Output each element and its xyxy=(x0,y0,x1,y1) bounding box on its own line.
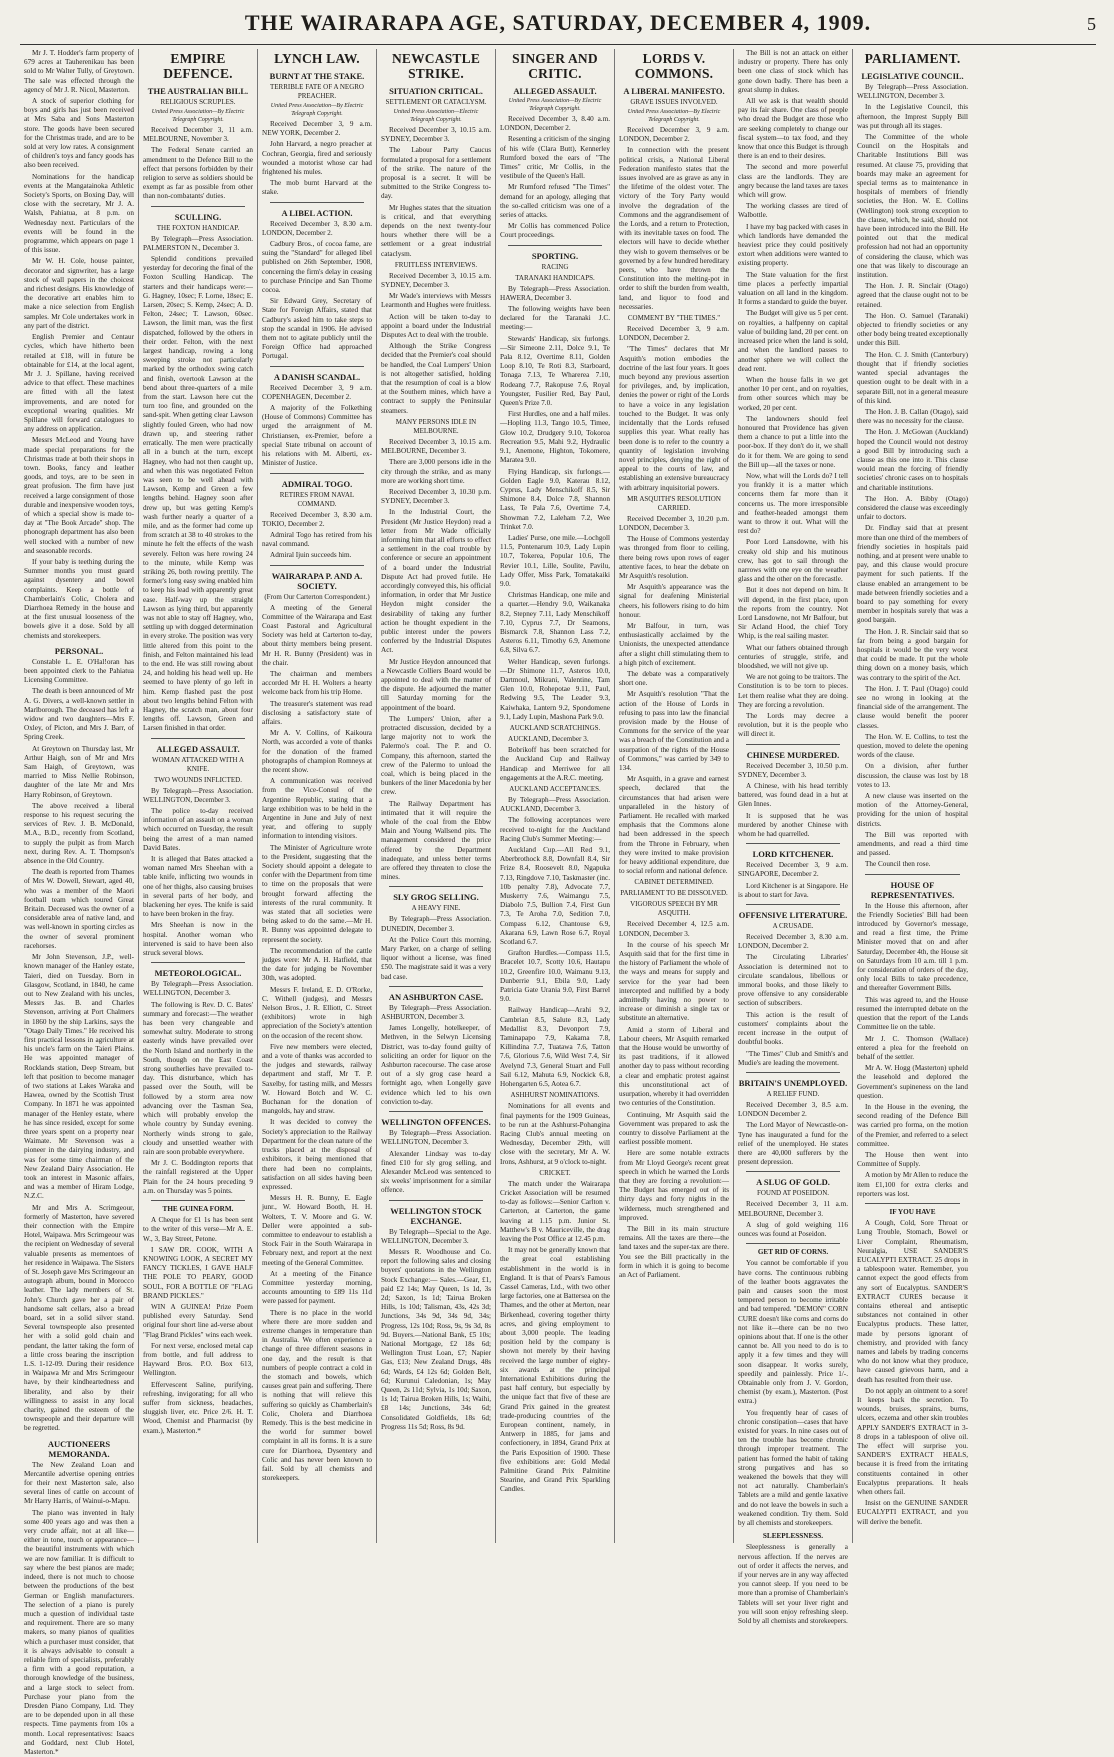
article-paragraph: This action is the result of customers' complaints about the recent increase in the output of doubtful books. xyxy=(738,1010,848,1047)
subheading: TARANAKI HANDICAPS. xyxy=(515,273,595,282)
article-paragraph: Received December 3, 9 a.m. SINGAPORE, December 2. xyxy=(738,861,848,879)
byline: United Press Association—By Electric Telegraph Copyright. xyxy=(508,98,602,112)
article-paragraph: At the Police Court this morning, Mary Parker, on a charge of selling liquor without a license, was fined £50. The magistrate said it was a very bad case. xyxy=(381,935,491,981)
article-paragraph: The Hon. J. R. Sinclair (Otago) agreed that the clause ought not to be retained. xyxy=(857,282,968,309)
article-paragraph: Stewards' Handicap, six furlongs.—Sir Simeone 2.11, Dolce 9.1, Te Pala 8.12, Overtime 8.11, Golden Loop 8.10, Te Roti 8.3, Starboard, Tonaga 7.13, Te Wharerea 7.10, Rodeang 7.7, Rakopuse 7.6, Royal Youngster, Fusilier Red, Bay Paul, Queen's Prize 7.0. xyxy=(500,334,610,408)
section-heading: AN ASHBURTON CASE. xyxy=(388,991,484,1002)
subheading: (From Our Carterton Correspondent.) xyxy=(264,592,370,601)
article-paragraph: A meeting of the General Committee of the Wairarapa and East Coast Pastoral and Agricultural Society was held at Carterton to-day, about thirty members being present. Mr H. R. Bunny (President) was in the chair. xyxy=(262,603,372,667)
section-heading: WELLINGTON STOCK EXCHANGE. xyxy=(390,1205,482,1226)
column-3 xyxy=(258,49,377,1543)
byline: United Press Association—Electric Telegraph Copyright. xyxy=(393,109,479,123)
column-rule xyxy=(389,886,483,887)
article-columns xyxy=(20,49,1096,1756)
subheading: RETIRES FROM NAVAL COMMAND. xyxy=(279,490,355,508)
section-heading: BURNT AT THE STAKE. xyxy=(269,71,365,81)
article-paragraph: I have my bag packed with cases in which landlords have demanded the heaviest price they could positively extort when additions were wanted to existing property. xyxy=(738,222,848,268)
article-paragraph: Amid a storm of Liberal and Labour cheers, Mr Asquith remarked that the House would be unworthy of its past traditions, if it allowed another day to pass without recording a clear and emphatic protest against this unconstitutional act of usurpation, whereby it had overridden two centuries of the Constitution. xyxy=(619,1025,729,1108)
article-paragraph: Received December 3, 10.15 a.m. SYDNEY, December 3. xyxy=(381,126,491,144)
masthead-title: THE WAIRARAPA AGE, SATURDAY, DECEMBER 4, 1909. xyxy=(244,10,872,35)
column-rule xyxy=(746,904,840,905)
advert-heading: GET RID OF CORNS. xyxy=(757,1248,829,1257)
article-paragraph: A Cheque for £1 1s has been sent to the writer of this verse—Mr A. E. W., 3, Bay Street, Petone. xyxy=(143,1216,253,1243)
advert-heading: THE GUINEA FORM. xyxy=(162,1204,234,1213)
article-paragraph: The House of Commons yesterday was thronged from floor to ceiling, there being rows upon rows of eager attentive faces, to hear the debate on Mr Asquith's resolution. xyxy=(619,535,729,580)
article-paragraph: Nominations for the handicap events at the Mangatainoka Athletic Society's Sports, on Boxing Day, will close with the secretary, Mr J. A. Walsh, Pahiatua, at 8 p.m. on Wednesday next. Particulars of the events will be found in the programme, which appears on page 1 of this issue. xyxy=(24,172,134,255)
article-paragraph: Mr Wade's interviews with Messrs Learmonth and Hughes were fruitless. xyxy=(381,292,491,310)
article-paragraph: Received December 3, 10.30 p.m. SYDNEY, December 3. xyxy=(381,487,491,506)
article-paragraph: The piano was invented in Italy some 400 years ago and was then a very crude affair, not at all like—either in tone, touch or appearance—the beautiful instruments with which we are now familiar. It is difficult to say where the best pianos are made; indeed, there is not much to choose between the productions of the best German or English manufacturers. The selection of a piano is purely much a question of individual taste and requirement. There are so many makers, so many pianos of qualities which a purchaser must consider, that it is always advisable to consult a reliable firm of specialists, preferably a firm with a good reputation, a thorough knowledge of the business, and a large stock to select from. Purchase your piano from the Dresden Piano Company, Ltd. They are to be depended upon in all these respects. Time payments from 10s a month. Local representatives: Isaacs and Goddard, next Club Hotel, Masterton.* xyxy=(24,1508,134,1756)
article-paragraph: It was decided to convey the Society's appreciation to the Railway Department for the clean nature of the trucks placed at the disposal of exhibitors, it being mentioned that there had been no complaints, satisfaction on all sides having been expressed. xyxy=(262,1118,372,1191)
article-paragraph: It may not be generally known that the great coal establishing establishment in the world is in England. It is that of Pears's Famous Cassel Cameras, Ltd., with two other large factories, one at Battersea on the Thames, and the other at Merton, near Birkenhead, covering together thirty acres, and giving employment to about 3,000 people. The leading position held by the company is shown not merely by their having received the large number of eighty-six awards at the principal International Exhibitions during the past half century, but especially by the unique fact that five of these are Grand Prix gained in the greatest trade-producing countries of the European continent, namely, in Antwerp in 1885, for jams and confectionery, in 1894, Grand Prix at the Paris Exposition of 1900. These five exhibitions are: Gold Medal Palmitine Grand Prix Palmitine Stearine, and Grand Prix Sparkling Candles. xyxy=(500,1246,610,1494)
article-paragraph: But it does not depend on him. It will depend, in the first place, upon the reports from the country. Not Lord Lansdowne, not Mr Balfour, but Sir Acland Hood, the chief Tory Whip, is the real sailing master. xyxy=(738,586,848,641)
article-paragraph: The Lords may decree a revolution, but it is the people who will direct it. xyxy=(738,712,848,739)
article-paragraph: Sir Edward Grey, Secretary of State for Foreign Affairs, stated that Cadbury's asked him to take steps to stop the scandal in 1906. He advised them not to agitate publicly until the Foreign Office had approached Portugal. xyxy=(262,297,372,361)
headline: LORDS V. COMMONS. xyxy=(634,51,714,81)
article-paragraph: AUCKLAND, December 3. xyxy=(508,734,589,743)
article-paragraph: Mr Balfour, in turn, was enthusiastically acclaimed by the Unionists, the unexpected attendance after a slight chill stimulating them to a high pitch of excitement. xyxy=(619,621,729,667)
article-paragraph: A Chinese, with his head terribly battered, was found dead in a hut at Glen Innes. xyxy=(738,782,848,809)
section-heading: SLY GROG SELLING. xyxy=(393,892,479,903)
article-paragraph: The Railway Department has intimated that it will require the whole of the coal from the Ebbw Main and Young Wallsend pits. The management considered the price offered by the Department inadequate, and unless better terms are offered they threaten to close the mines. xyxy=(381,799,491,882)
column-rule xyxy=(270,565,364,566)
article-paragraph: John Harvard, a negro preacher at Cochran, Georgia, fired and seriously wounded a motorist whose car had frightened his mules. xyxy=(262,140,372,177)
article-paragraph: The debate was a comparatively short one. xyxy=(619,669,729,688)
subheading: MR ASQUITH'S RESOLUTION CARRIED. xyxy=(627,494,721,512)
article-paragraph: A slug of gold weighing 116 ounces was found at Poseidon. xyxy=(738,1220,848,1238)
article-paragraph: Cadbury Bros., of cocoa fame, are suing the "Standard" for alleged libel published on 26th September, 1908, concerning the firm's delay in ceasing to purchase Principe and San Thome cocoa. xyxy=(262,240,372,295)
section-heading: AUCTIONEERS MEMORANDA. xyxy=(47,1438,111,1459)
article-paragraph: The landowners should feel honoured that Providence has given them a chance to put a little into the poor-box. If they don't do it, we shall do it for them. We are going to send the Bill up—all the taxes or none. xyxy=(738,414,848,469)
article-paragraph: Messrs McLeod and Young have made special preparations for the Christmas trade at both their shops in town. Books, fancy and leather goods, and toys, are to be seen in great profusion. The firm have just received a large consignment of those durable and inexpensive wooden toys, of which a special show is made to-day at "The Book Arcade" shop. The phonograph department has also been well stocked with a number of new and seasonable records. xyxy=(24,436,134,555)
article-paragraph: Mr Asquith's appearance was the signal for deafening Ministerial cheers, his followers rising to do him honour. xyxy=(619,583,729,619)
article-paragraph: There are 3,000 persons idle in the city through the strike, and as many more are working short time. xyxy=(381,458,491,485)
byline: United Press Association—By Electric Telegraph Copyright. xyxy=(270,103,364,117)
article-paragraph: Received December 3, 10.15 a.m. SYDNEY, December 3. xyxy=(381,271,491,290)
column-rule xyxy=(389,986,483,987)
article-paragraph: At Greytown on Thursday last, Mr Arthur Haigh, son of Mr and Mrs Sam Haigh, of Greytown, was married to Miss Nellie Robinson, daughter of the late Mr and Mrs Harry Robinson, of Greytown. xyxy=(24,744,134,799)
article-paragraph: Mr J. T. Hodder's farm property of 679 acres at Tauherenikau has been sold to Mr Walter Tully, of Greytown. The sale was effected through the agency of Mr J. R. Nicol, Masterton. xyxy=(24,49,134,94)
article-paragraph: The second and more powerful class are the landlords. They are angry because the land taxes are taxes which will grow. xyxy=(738,163,848,200)
column-6 xyxy=(615,49,734,1543)
column-rule xyxy=(746,1171,840,1172)
article-paragraph: In the course of his speech Mr Asquith said that for the first time in the history of Parliament the whole of the ways and means for supply and service for the year had been intercepted and nullified by a body admittedly having no power to increase or diminish a single tax or substitute an alternative. xyxy=(619,940,729,1023)
article-paragraph: A motion by Mr Allen to reduce the item £1,100 for extra clerks and reporters was lost. xyxy=(857,1171,968,1198)
article-paragraph: Mr Justice Heydon announced that a Newcastle Colliers Board would be appointed to deal with the matter of the dispute. He adjourned the matter till Saturday morning for the appointment of the board. xyxy=(381,657,491,712)
column-1 xyxy=(20,49,139,1756)
article-paragraph: Flying Handicap, six furlongs.—Golden Eagle 9.0, Katerau 8.12, Cyprus, Lady Menschikoff 8.5, Sir Shimone 8.4, Dolce 7.8, Shannon Lass, Te Pala 7.6, Overtime 7.4, Showman 7.2, Laleham 7.2, Wee Trinket 7.0. xyxy=(500,467,610,531)
subheading: CRICKET. xyxy=(539,1168,571,1177)
article-paragraph: Mr Asquith's resolution "That the action of the House of Lords in refusing to pass into law the financial provision made by the House of Commons for the service of the year was a breach of the Constitution and a usurpation of the rights of the House of Commons," was carried by 349 to 134. xyxy=(619,690,729,772)
subheading: ASHHURST NOMINATIONS. xyxy=(510,1091,600,1100)
article-paragraph: Mr Hughes states that the situation is critical, and that everything depends on the next twenty-four hours whether there will be a settlement or a great industrial cataclysm. xyxy=(381,203,491,258)
article-paragraph: In the House this afternoon, after the Friendly Societies' Bill had been introduced by Governor's message, and read a first time, the Prime Minister moved that on and after Saturday, December 4th, the House sit on Saturdays from 10 a.m. till 1 p.m. for consideration of orders of the day, only local Bills to take precedence, and thereafter Government Bills. xyxy=(857,901,968,993)
section-heading: ALLEGED ASSAULT. xyxy=(156,743,240,754)
article-paragraph: If your baby is teething during the Summer months you must guard against dysentery and bowel complaints. Keep a bottle of Chamberlain's Colic, Cholera and Diarrhoea Remedy in the house and at the first unusual looseness of the bowels give it a dose. Sold by all chemists and storekeepers. xyxy=(24,557,134,640)
article-paragraph: By Telegraph—Press Association. AUCKLAND, December 3. xyxy=(500,796,610,814)
article-paragraph: Received December 3, 9 a.m. COPENHAGEN, December 2. xyxy=(262,383,372,401)
article-paragraph: Mr J. C. Thomson (Wallace) entered a plea for the freehold on behalf of the settler. xyxy=(857,1034,968,1061)
article-paragraph: Messrs H. R. Bunny, E. Eagle junr., W. Howard Booth, H. H. Wolters, T. V. Moore and G. W. Deller were appointed a sub-committee to endeavour to establish a Stock Fair in the South Wairarapa in February next, and report at the next meeting of the General Committee. xyxy=(262,1194,372,1267)
article-paragraph: All we ask is that wealth should pay its fair share. One class of people who dread the Budget are those who are seeking completely to change our fiscal system—to tax food, and they know that once this Budget is through there is an end to their desires. xyxy=(738,97,848,161)
article-paragraph: The Bill in its main structure remains. All the taxes are there—the land taxes and the super-tax are there. You see the Bill practically in the form in which it is going to become an Act of Parliament. xyxy=(619,1224,729,1279)
article-paragraph: The Committee of the whole Council on the Hospitals and Charitable Institutions Bill was resumed. At clause 75, providing that boards may make an agreement for special terms as to maintenance in hospitals of members of friendly societies, the Hon. W. E. Collins (Wellington) took strong exception to the clause, which, he said, should not have been introduced into the Bill. He pointed out that the medical profession had not had an opportunity of considering the clause, which was one that was likely to discourage an institution. xyxy=(857,133,968,280)
article-paragraph: Railway Handicap—Arahi 9.2, Cambrian 8.5, Salute 8.3, Lady Medallist 8.3, Devonport 7.9, Taminapapo 7.9, Kakama 7.8, Killindina 7.7, Tuatawa 7.6, Tatton 7.6, Glorious 7.6, Wild West 7.4, Sir Avelynd 7.3, General Stuart and Full Sail 6.12, Mahuta 6.9, Nockick 6.8, Hohengarten 6.5, Aotea 6.7. xyxy=(500,1006,610,1089)
article-paragraph: The mob burnt Harvard at the stake. xyxy=(262,179,372,197)
article-paragraph: Here are some notable extracts from Mr Lloyd George's recent great speech in which he warned the Lords that they are forcing a revolution:— The Budget has emerged out of its thirty days and forty nights in the wilderness, much strengthened and improved. xyxy=(619,1149,729,1222)
subheading: A RELIEF FUND. xyxy=(766,1089,820,1098)
subheading: RELIGIOUS SCRUPLES. xyxy=(160,98,236,106)
column-rule xyxy=(865,1203,960,1204)
subheading: A HEAVY FINE. xyxy=(411,904,461,913)
article-paragraph: Admiral Togo has retired from his naval command. xyxy=(262,530,372,549)
article-paragraph: By Telegraph—Press Association. ASHBURTON, December 3. xyxy=(381,1003,491,1022)
article-paragraph: English Premier and Centaur cycles, which have hitherto been retailed at £18, will in future be obtainable for £14, at the local agent, Mr J. J. Spillane, having received advice to that effect. These machines are fitted with all the latest improvements, and are noted for exceptional wearing qualities. Mr Spillane will forward catalogues to any address on application. xyxy=(24,333,134,434)
article-paragraph: In the Industrial Court, the President (Mr Justice Heydon) read a letter from Mr Wade officially informing him that all efforts to effect a settlement in the coal trouble by conference or secure an appointment of a board under the Industrial Dispute Act had proved futile. He accordingly conveyed this, his official information, in order that Mr Justice Heydon might consider the desirability of taking any further action he thought expedient in the public interest under the powers conferred by the Industrial Disputes Act. xyxy=(381,508,491,655)
section-heading: HOUSE OF REPRESENTATIVES. xyxy=(870,879,955,900)
page-number: 5 xyxy=(1087,14,1096,34)
subheading: AUCKLAND ACCEPTANCES. xyxy=(509,785,601,793)
column-8 xyxy=(853,49,972,1543)
headline: EMPIRE DEFENCE. xyxy=(163,51,233,81)
section-heading: CHINESE MURDERED. xyxy=(746,749,840,760)
section-heading: PERSONAL. xyxy=(54,645,104,656)
article-paragraph: Received December 3, 8.5 a.m. LONDON December 2. xyxy=(738,1100,848,1119)
subheading: AUCKLAND SCRATCHINGS. xyxy=(509,723,601,732)
article-paragraph: Bobrikoff has been scratched for the Auckland Cup and Railway Handicap and Merriwee for all engagements at the A.R.C. meeting. xyxy=(500,746,610,782)
article-paragraph: The treasurer's statement was read disclosing a satisfactory state of affairs. xyxy=(262,699,372,726)
article-paragraph: At a meeting of the Finance Committee yesterday morning, accounts amounting to £89 11s 11d were passed for payment. xyxy=(262,1269,372,1306)
article-paragraph: In the House in the evening, the second reading of the Defence Bill was carried pro forma, on the motion of the Premier, and referred to a select committee. xyxy=(857,1102,968,1148)
section-heading: A LIBEL ACTION. xyxy=(281,207,353,218)
article-paragraph: By Telegraph—Press Association. WELLINGTON, December 3. xyxy=(143,980,253,998)
article-paragraph: By Telegraph—Press Association. WELLINGTON, December 3. xyxy=(143,786,253,804)
article-paragraph: The Minister of Agriculture wrote to the President, suggesting that the Society should appoint a delegate to confer with the Department from time to time on the proposals that were brought forward affecting the interests of the rural community. It was stated that all societies were being asked to do the same.—Mr H. R. Bunny was appointed delegate to represent the society. xyxy=(262,843,372,944)
column-rule xyxy=(746,1072,840,1073)
article-paragraph: Received December 3, 8.40 a.m. LONDON, December 2. xyxy=(500,115,610,133)
headline: PARLIAMENT. xyxy=(864,51,961,66)
section-heading: ALLEGED ASSAULT. xyxy=(513,86,597,96)
section-heading: SPORTING. xyxy=(531,250,579,261)
section-heading: SCULLING. xyxy=(174,211,222,222)
article-paragraph: Effervescent Saline, purifying, refreshing, invigorating; for all who suffer from sickness, headaches, sluggish liver, etc. Price 2/6. H. T. Wood, Chemist and Pharmacist (by exam.), Masterton.* xyxy=(143,1380,253,1435)
article-paragraph: You cannot be comfortable if you have corns. The continuous rubbing of the leather boots aggravates the pain and causes soon the most tempered person to become irritable and bad tempered. "DEMON" CORN CURE doesn't like corns and corns do not like it—there can be no two opinions about that. If one is the other cannot be. All you need to do is to apply it a few times and they will soon disappear. It works surely, speedily and painlessly. Price 1/-. Obtainable only from J. V. Gordon, chemist (by exam.), Masterton. (Post extra.) xyxy=(738,1259,848,1406)
subheading: GRAVE ISSUES INVOLVED. xyxy=(630,98,718,106)
article-paragraph: The Circulating Libraries' Association is determined not to circulate scandalous, libellous or immoral books, and those likely to prove offensive to any considerable section of subscribers. xyxy=(738,953,848,1008)
section-heading: LORD KITCHENER. xyxy=(752,849,834,860)
article-paragraph: Received December 3, 9 a.m. LONDON, December 2. xyxy=(619,325,729,343)
article-paragraph: Lord Kitchener is at Singapore. He is about to start for Java. xyxy=(738,881,848,899)
article-paragraph: Five new members were elected, and a vote of thanks was accorded to the judges and stewards, railway department and staff, Mr T. P. Saxelby, for tasting milk, and Messrs W. Howard Botch and W. C. Buchanan for the donation of mangolds, hay and straw. xyxy=(262,1042,372,1116)
article-paragraph: The Bill is not an attack on either industry or property. There has only been one class of stock which has gone down badly. There has been a great slump in dukes. xyxy=(738,49,848,94)
subheading: FOUND AT POSEIDON. xyxy=(756,1189,830,1198)
article-paragraph: Now, what will the Lords do? I tell you frankly it is a matter which concerns them far more than it concerns us. The more irresponsible and feather-headed amongst them want to throw it out. What will the rest do? xyxy=(738,471,848,536)
article-paragraph: The Hon. C. J. Smith (Canterbury) thought that if friendly societies wanted special advantages the question ought to be dealt with in a separate Bill, not in a general measure of this kind. xyxy=(857,350,968,405)
article-paragraph: Mr Collis has commenced Police Court proceedings. xyxy=(500,222,610,240)
article-paragraph: The Lumpers' Union, after a protracted discussion, decided by a large majority not to work the Palermo's coal. The P. and O. Company, this afternoon, started the crew of the Palermo to unload the coal, which is being placed in the bunkers of the liner Macedonia by her crew. xyxy=(381,714,491,797)
article-paragraph: Constable L. E. O'Hal!oran has been appointed clerk to the Pahiatua Licensing Committee. xyxy=(24,657,134,685)
article-paragraph: In connection with the present political crisis, a National Liberal Federation manifesto states that the issues involved are as grave as any in the lifetime of the oldest voter. The victory of the Tory Party would involve the degradation of the Commons and the aggrandisement of the Lords, and a return to Protection, with its inevitable taxes on food. The electors will have to decide whether they wish to govern themselves or be governed by a few hundred hereditary peers, who have thrown the Constitution into the melting-pot in order to shift the burden from wealth, land, and liquor to food and necessaries. xyxy=(619,146,729,311)
article-paragraph: The Hon. W. E. Collins, to test the question, moved to delete the opening words of the clause. xyxy=(857,732,968,760)
column-rule xyxy=(270,202,364,203)
article-paragraph: Received December 3, 10.50 p.m. SYDNEY, December 3. xyxy=(738,761,848,779)
article-paragraph: The above received a liberal response to his request securing the services of Rev. J. B. McDonald, M.A., B.D., recently from Scotland, to supply the pulpit as from March next, during Rev. A. T. Thompson's absence in the Old Country. xyxy=(24,801,134,866)
article-paragraph: Auckland Cup.—All Red 9.1, Aberbrothock 8.8, Downfall 8.4, Sir Frize 8.4, Roosevelt 8.0, Ngapuka 7.13, Ringdove 7.10, Taskmaster (inc. 10b penalty 7.8), Advocate 7.7, Muskerry 7.6, Waimangu 7.5, Diabolo 7.5, Bullion 7.4, First Gun 7.3, Te Aroha 7.0, Sedition 7.0, Compass 6.12, Chantouse 6.9, Akarana 6.9, Lawn Rose 6.7, Royal Scotland 6.7. xyxy=(500,846,610,947)
column-rule xyxy=(270,473,364,474)
article-paragraph: There is no place in the world where there are more sudden and extreme changes in temperature than in Australia. We often experience a change of three different seasons in one day, and the result is that numbers of people contract a cold in the stomach and bowels, which causes great pain and suffering. There is nothing that will relieve this suffering so quickly as Chamberlain's Colic, Cholera and Diarrhoea Remedy. This is the best medicine in the world for summer bowel complaint in all its forms. It is a sure cure for Diarrhoea, Dysentery and Colic and has never been known to fail. Sold by all chemists and storekeepers. xyxy=(262,1308,372,1483)
article-paragraph: The Labour Party Caucus formulated a proposal for a settlement of the strike. The nature of the proposal is a secret. It will be submitted to the Strike Congress to-day. xyxy=(381,146,491,201)
section-heading: METEOROLOGICAL. xyxy=(154,968,242,979)
article-paragraph: The House then went into Committee of Supply. xyxy=(857,1150,968,1169)
article-paragraph: By Telegraph—Press Association. WELLINGTON, December 3. xyxy=(381,1129,491,1147)
subheading: WOMAN ATTACKED WITH A KNIFE. xyxy=(151,755,245,773)
article-paragraph: Mr John Stevenson, J.P., well-known manager of the Hanley estate, Taieri, died on Tuesday. Born in Glasgow, Scotland, in 1840, he came out to New Zealand with his uncles, Messrs Jas. B. and Charles Stevenson, arriving at Port Chalmers in 1860 by the ship Larkins, says the "Otago Daily Times." He received his first practical lessons in agriculture at his uncle's farm on the Taieri Plains. He was appointed manager of Rocklands station, Deep Stream, but left that position to become manager of two stations at Lakes Waraka and Hawea, owned by the Scottish Trust Company. In 1871 he was appointed manager of the Henley estate, where he has since resided, except for some three years spent on a property near Waimate. Mr Stevenson was a pioneer in the dairying industry, and was for some time chairman of the New Zealand Dairy Association. He took an interest in Masonic affairs, and was a member of Hiram Lodge, N.Z.C. xyxy=(24,953,134,1201)
headline: LYNCH LAW. xyxy=(274,51,360,66)
article-paragraph: The New Zealand Loan and Mercantile advertise opening entries for their next Masterton sale, also several lines of cattle on account of Mr Harry Harris, of Wainui-o-Mapu. xyxy=(24,1460,134,1506)
section-heading: A LIBERAL MANIFESTO. xyxy=(623,86,725,96)
article-paragraph: The recommendation of the cattle judges were: Mr A. H. Hatfield, that the date for judging be November 30th, was adopted. xyxy=(262,946,372,983)
article-paragraph: Mr J. C. Boddington reports that the rainfall registered at the Upper Plain for the 24 hours preceding 9 a.m. on Thursday was 5 points. xyxy=(143,1159,253,1195)
article-paragraph: Christmas Handicap, one mile and a quarter.—Hendry 9.0, Waikanaka 8.2, Stepney 7.11, Lady Menschikoff 7.10, Cyprus 7.7, Dr Seamons, Bismarck 7.8, Shannon Lass 7.2, Asteros 6.11, Timothy 6.9, Anemone 6.8, Silva 6.7. xyxy=(500,591,610,655)
article-paragraph: The following weights have been declared for the Taranaki J.C. meeting:— xyxy=(500,305,610,332)
column-rule xyxy=(746,843,840,844)
article-paragraph: The working classes are tired of Walbottle. xyxy=(738,202,848,220)
article-paragraph: The Hon. J. T. Paul (Otago) could see no wrong in looking at the financial side of the arrangement. The clause would benefit the poorer classes. xyxy=(857,684,968,730)
article-paragraph: This was agreed to, and the House resumed the interrupted debate on the question that the report of the Lands Committee lie on the table. xyxy=(857,995,968,1032)
article-paragraph: The Federal Senate carried an amendment to the Defence Bill to the effect that persons forbidden by their religion to serve as soldiers should be exempt as far as possible from other than non-combatants' duties. xyxy=(143,146,253,201)
article-paragraph: "The Times" Club and Smith's and Mudie's are leading the movement. xyxy=(738,1049,848,1067)
article-paragraph: Welter Handicap, seven furlongs.—Dr Shimone 11.7, Asteros 10.0, Dartmoul, Mikrani, Valentine, Tam Glen 10.0, Rohepotae 9.11, Paul, Redwing 9.5, The Leader 9.3, Kaiwhaka, Lantern 9.2, Spondomene 9.1, Lady Lupin, Mashona Park 9.0. xyxy=(500,657,610,721)
article-paragraph: Splendid conditions prevailed yesterday for decoring the final of the Foxton Sculling Handicap. The starters and their handicaps were:— G. Hagney, 10sec; F. Lorne, 18sec; E. Larsen, 20sec; S. Kemp, 24sec; A. D. Felton, 24sec; T. Lawson, 60sec. Lawson, the limit man, was the first dispatched, followed by the others in their order. Felton, with the next largest handicap, rowing a long sweeping stroke not particularly marked by the orthodox swing catch and finish, overtook Lawson at the bend about three-quarters of a mile from the start. Lawson here cut the turn too fine, and grounded on the sand-spit. When getting clear Lawson slightly fouled Green, who had now drawn up, and steering rather erratically. The men were practically all in a bunch at the turn, except Hagney, who had not then caught up, and when this was negotiated Felton was seen to be well ahead with Lawson, Kemp and Green a few lengths behind. Hagney soon after drew up, but was getting Kemp's wash further nearly a quarter of a mile, and as the former had come up from scratch at 38 to 40 strokes to the minute he felt the effects of the wash severely. Felton was here rowing 24 to the minute, while Kemp was striking 26, both rowing prettily. The former's long easy swing enabled him to keep his lead with apparently great ease. Half-way up the straight Lawson as lying third, but apparently was not able to stay off Hagney, who, settling up with dogged determination in every stroke. The position was very little altered from this point to the finish, and Felton maintained his lead to the end. He was still rowing about 24, and holding his head well up. He seemed to have plenty of go left in him. Kemp flashed past the post about two lengths behind Felton with Hagney, the scratch man, about four lengths off. Lawson, Green and Larsen finished in that order. xyxy=(143,255,253,733)
article-paragraph: By Telegraph—Special to the Age. WELLINGTON, December 3. xyxy=(381,1227,491,1245)
article-paragraph: Received December 3, 11 a.m. MELBOURNE, December 3. xyxy=(738,1200,848,1218)
article-paragraph: Action will be taken to-day to appoint a board under the Industrial Disputes Act to deal with the trouble. xyxy=(381,312,491,340)
article-paragraph: Dr. Findlay said that at present more than one third of the members of friendly societies in hospitals paid nothing, and at present were unable to pay, and this clause would procure payment for such patients. If the clause enabled an arrangement to be made between friendly societies and a board to pay something for every member in hospitals surely that was a good bargain. xyxy=(857,524,968,625)
subheading: A CRUSADE. xyxy=(772,922,814,931)
article-paragraph: Received December 3, 8.30 a.m. LONDON, December 2. xyxy=(262,219,372,237)
advert-heading: SLEEPLESSNESS. xyxy=(762,1532,824,1541)
article-paragraph: A Cough, Cold, Sore Throat or Lung Trouble, Stomach, Bowel or Liver Complaint, Rheumatism, Neuralgia, USE SANDER'S EUCALYPTI EXTRACT. 25 drops in a tablespoon water. Remember, you cannot expect the good effects from any sort of Eucalyptus. SANDER'S EXTRACT CURES because it contains ethereal and antiseptic substances not contained in other Eucalyptus products. These latter, made by persons ignorant of chemistry, and provided with fancy names and labels by trading concerns who do not know what they produce, have caused grievous harm, and a death has resulted from their use. xyxy=(857,1219,968,1384)
article-paragraph: Sleeplessness is generally a nervous affection. If the nerves are out of order it affects the nerves, and if your nerves are in any way affected you cannot sleep. If you need to be more than a promise of Chamberlain's Tablets will set your liver right and you will soon enjoy refreshing sleep. Sold by all chemists and storekeepers. xyxy=(738,1543,848,1626)
section-heading: ADMIRAL TOGO. xyxy=(281,478,353,489)
article-paragraph: What our fathers obtained through centuries of struggle, strife, and bloodshed, we will not give up. xyxy=(738,643,848,670)
section-heading: WELLINGTON OFFENCES. xyxy=(381,1117,491,1128)
section-heading: WAIRARAPA P. AND A. SOCIETY. xyxy=(271,570,363,591)
article-paragraph: The following is Rev. D. C. Bates' summary and forecast:—The weather has been very changeable and somewhat sultry. Moderate to strong easterly winds have prevailed over the North Island and northerly in the South, though on the East Coast strong southerlies have prevailed to-day. This disturbance, which has passed over the South, will be followed by a storm area now advancing over the Tasman Sea, which will probably envelop the whole country by Sunday evening. Northerly winds strong to gale, cloudy and unsettled weather with rain are soon probable everywhere. xyxy=(143,1000,253,1156)
article-paragraph: Messrs F. Ireland, E. D. O'Rorke, C. Withell (judges), and Messrs Nelson Bros., J. R. Elliott, C. Street (exhibitors) wrote in high appreciation of the Society's attention on the occasion of the recent show. xyxy=(262,985,372,1040)
column-4 xyxy=(377,49,496,1543)
article-paragraph: Mr A. W. Hogg (Masterton) upheld the leasehold and deplored the Government's supineness on the land question. xyxy=(857,1064,968,1100)
article-paragraph: "The Times" declares that Mr Asquith's motion embodies the doctrine of the last four years. It goes much beyond any previous assertion for privileges, and, by implication, denies the power or right of the Lords to have a voice in any legislation touched to the Budget. It was only incidentally that the Lords refused supplies this year. What really has been done is to refer to the country a quantity of legislation involving novel principles, denying the right of appeal to the courts of law, and establishing an extensive bureaucracy with arbitrary inquisitorial powers. xyxy=(619,345,729,492)
article-paragraph: Nominations for all events and final payments for the 1909 Guineas, to be run at the Ashhurst-Pohangina Racing Club's annual meeting on Wednesday, December 29th, will close with the secretary, Mr A. W. Irons, Ashhurst, at 9 o'clock to-night. xyxy=(500,1102,610,1166)
article-paragraph: Poor Lord Lansdowne, with his creaky old ship and his mutinous crew, has got to sail through the narrows with one eye on the weather glass and the other on the forecastle. xyxy=(738,538,848,584)
article-paragraph: I SAW DR. COOK, WITH A KNOWING LOOK, A SECRET MY FANCY TICKLES, I GAVE HALF THE POLE TO PEARY, GOOD SOUL, FOR A BOTTLE OF "FLAG BRAND PICKLES." xyxy=(143,1245,253,1300)
article-paragraph: The Hon. O. Samuel (Taranaki) objected to friendly societies or any other body being treated exceptionally under this Bill. xyxy=(857,311,968,348)
subheading: TWO WOUNDS INFLICTED. xyxy=(154,775,242,784)
column-2 xyxy=(139,49,258,1543)
article-paragraph: Continuing, Mr Asquith said the Government was prepared to ask the country to dissolve Parliament at the earliest possible moment. xyxy=(619,1110,729,1147)
article-paragraph: James Longelly, hotelkeeper, of Methven, in the Selwyn Licensing District, was to-day found guilty of soliciting an order for liquor on the Ashburton racecourse. The case arose out of a sly grog case heard a fortnight ago, when Longelly gave evidence which led to his own conviction to-day. xyxy=(381,1024,491,1106)
subheading: SETTLEMENT OR CATACLYSM. xyxy=(385,98,487,106)
column-rule xyxy=(389,1200,483,1201)
column-7 xyxy=(734,49,853,1626)
article-paragraph: By Telegraph—Press Association. WELLINGTON, December 3. xyxy=(857,83,968,101)
article-paragraph: Mr Asquith, in a grave and earnest speech, declared that the circumstances that had arisen were unparalleled in the history of Parliament. He recalled with marked emphasis that the Commons alone had been addressed in the speech from the Throne in February, when they were invited to make provision for heavy additional expenditure, due to social reform and national defence. xyxy=(619,775,729,876)
article-paragraph: Received December 3, 9 a.m. LONDON, December 2. xyxy=(619,126,729,144)
subheading: CABINET DETERMINED. xyxy=(634,878,714,887)
subheading: THE FOXTON HANDICAP. xyxy=(156,223,240,232)
article-paragraph: Mr W. H. Cole, house painter, decorator and signwriter, has a large stock of wall papers in the choicest and richest designs. His knowledge of the decorative art enables him to make a nice selection from English samples. Mr Cole undertakes work in any part of the district. xyxy=(24,257,134,330)
article-paragraph: Mr Rumford refused "The Times" demand for an apology, alleging that the so-called criticism was one of a series of attacks. xyxy=(500,183,610,220)
masthead xyxy=(20,10,1096,45)
article-paragraph: The Lord Mayor of Newcastle-on-Tyne has inaugurated a fund for the relief of the unemployed. He states there are 40,000 sufferers by the present depression. xyxy=(738,1121,848,1167)
section-heading: A SLUG OF GOLD. xyxy=(756,1177,830,1188)
byline: United Press Association—By Electric Telegraph Copyright. xyxy=(627,109,721,123)
column-rule xyxy=(865,874,960,875)
byline: United Press Association—By Electric Telegraph Copyright. xyxy=(151,109,245,123)
article-paragraph: We are not going to be traitors. The Constitution is to be torn to pieces. Let them realise what they are doing. They are forcing a revolution. xyxy=(738,673,848,709)
column-rule xyxy=(746,1243,840,1244)
article-paragraph: Alexander Lindsay was to-day fined £10 for sly grog selling, and Alexander McLeod was sentenced to six weeks' imprisonment for a similar offence. xyxy=(381,1149,491,1195)
subheading: MANY PERSONS IDLE IN MELBOURNE. xyxy=(395,417,477,435)
article-paragraph: The Hon. J. McGowan (Auckland) hoped the Council would not destroy a good Bill by introducing such a clause as this one into it. This clause would mean the forcing of friendly societies' chronic cases on to hospitals and charitable institutions. xyxy=(857,428,968,492)
headline: NEWCASTLE STRIKE. xyxy=(391,51,481,81)
column-rule xyxy=(151,962,245,963)
column-rule xyxy=(270,366,364,367)
section-heading: SITUATION CRITICAL. xyxy=(389,86,483,96)
article-paragraph: The Council then rose. xyxy=(865,860,931,869)
article-paragraph: The police to-day received information of an assault on a woman which occurred on Tuesday, the result being the arrest of a man named David Bates. xyxy=(143,807,253,852)
article-paragraph: The death is been announced of Mr A. G. Divers, a well-known settler in Marlborough. The deceased has left a widow and two daughters—Mrs F. Oxley, of Picton, and Mrs J. Barr, of Spring Creek. xyxy=(24,687,134,742)
article-paragraph: Received December 3, 9 a.m. NEW YORK, December 2. xyxy=(262,120,372,138)
article-paragraph: On a division, after further discussion, the clause was lost by 18 votes to 13. xyxy=(857,762,968,789)
article-paragraph: The Bill was reported with amendments, and read a third time and passed. xyxy=(857,830,968,858)
advert-heading: IF YOU HAVE xyxy=(889,1207,936,1216)
article-paragraph: The death is reported from Thames of Mrs W. Dowell, Stewart, aged 40, who was a member of the Maori football team which toured Great Britain. Deceased was the owner of a considerable area of native land, and was well-known in sporting circles as the owner of several prominent racehorses. xyxy=(24,868,134,950)
article-paragraph: First Hurdles, one and a half miles.—Hopling 11.3, Tango 10.5, Timee, Glow 10.2, Drudgery 9.10, Tokoroa Recreation 9.5, Mahi 9.2, Hydraulic 9.1, Anemone, Highton, Tokomere, Maratea 9.0. xyxy=(500,410,610,465)
article-paragraph: Although the Strike Congress decided that the Premier's coal should be handled, the Coal Lumpers' Union is not altogether satisfied, holding that the resumption of coal is a blow at the Southern mines, which have a contract to supply the Peninsular steamers. xyxy=(381,342,491,415)
article-paragraph: A majority of the Folkething (House of Commons) Committee has urged the arraignment of M. Christiansen, ex-Premier, before a special State tribunal on account of his relations with M. Alberti, ex-Minister of Justice. xyxy=(262,404,372,468)
article-paragraph: WIN A GUINEA! Prize Poem published every Saturday. Send original four short line ad-verse about "Flag Brand Pickles" wins each week. xyxy=(143,1302,253,1339)
article-paragraph: For next verse, enclosed metal cap from bottle, and full address to Hayward Bros. P.O. Box 613, Wellington. xyxy=(143,1341,253,1378)
article-paragraph: Insist on the GENUINE SANDER EUCALYPTI EXTRACT, and you will derive the benefit. xyxy=(857,1499,968,1526)
section-heading: BRITAIN'S UNEMPLOYED. xyxy=(738,1077,848,1088)
subheading: RACING xyxy=(541,262,569,271)
article-paragraph: By Telegraph—Press Association. DUNEDIN, December 3. xyxy=(381,915,491,933)
subheading: COMMENT BY "THE TIMES." xyxy=(627,314,721,323)
column-rule xyxy=(508,245,602,246)
article-paragraph: The following acceptances were received to-night for the Auckland Racing Club's Summer Meeting:— xyxy=(500,816,610,843)
article-paragraph: The Hon. J. R. Sinclair said that so far from being a good bargain for hospitals it would be the very worst that could be made. It put the whole thing down on a money basis, which was contrary to the spirit of the Act. xyxy=(857,627,968,682)
article-paragraph: A new clause was inserted on the motion of the Attorney-General, providing for the union of hospital districts. xyxy=(857,792,968,828)
article-paragraph: Received December 4, 12.5 a.m. LONDON, December 3. xyxy=(619,920,729,938)
subheading: FRUITLESS INTERVIEWS. xyxy=(394,260,478,269)
article-paragraph: Grafton Hurdles.—Compass 11.5, Bracelet 10.7, Scotty 10.6, Hautapu 10.2, Greenfire 10.0, Waimanu 9.13, Dunberrie 9.1, Ebila 9.0, Lady Patricia Gate Urania 9.0, First Barrel 9.0. xyxy=(500,949,610,1004)
article-paragraph: A stock of superior clothing for boys and girls has just been received at Mrs Saba and Sons Masterton store. The goods have been secured for the Christmas trade, and are to be sold at very low rates. A consignment of children's toys and fancy goods has also been received. xyxy=(24,97,134,170)
column-rule xyxy=(389,1111,483,1112)
article-paragraph: The match under the Wairarapa Cricket Association will be resumed to-day as follows:—Senior Carlton v. Carterton, at Carterton, the game leaving at 1.15 p.m. Junior St. Matthew's B v. Mauriceville, the drag leaving the Post Office at 12.45 p.m. xyxy=(500,1179,610,1243)
subheading: TERRIBLE FATE OF A NEGRO PREACHER. xyxy=(270,83,364,100)
article-paragraph: It is alleged that Bates attacked a woman named Mrs Sheehan with a table knife, inflicting two wounds in one of her thighs, also causing bruises in several parts of her body, and blackening her eyes. The knife is said to have been broken in the fray. xyxy=(143,855,253,919)
column-rule xyxy=(151,206,245,207)
article-paragraph: Received December 3, 8.30 a.m. TOKIO, December 2. xyxy=(262,510,372,528)
article-paragraph: You frequently hear of cases of chronic constipation—cases that have existed for years. In nine cases out of ten the trouble has become chronic through improper treatment. The patient has formed the habit of taking strong purgatives and has so weakened the bowels that they will not act naturally. Chamberlain's Tablets are a mild and gentle laxative and do not leave the bowels in such a weakened condition. Try them. Sold by all chemists and storekeepers. xyxy=(738,1408,848,1528)
article-paragraph: The Budget will give us 5 per cent. on royalties, a halfpenny on capital value of building land, 20 per cent. on increased price when the land is sold, and when the landlord passes to another sphere we will collect the dead rent. xyxy=(738,309,848,373)
article-paragraph: Received December 3, 10.15 a.m. MELBOURNE, December 3. xyxy=(381,437,491,456)
article-paragraph: Ladies' Purse, one mile.—Lochgoll 11.5, Pontenarum 10.9, Lady Lupin 10.7, Tokerea, Popular 10.6, The Revier 10.1, Lille, Soulite, Pavilu, Lady Offer, Miss Park, Tomatakaiki 9.0. xyxy=(500,533,610,588)
article-paragraph: By Telegraph—Press Association. HAWERA, December 3. xyxy=(500,284,610,302)
article-paragraph: The chairman and members accorded Mr H. H. Wolters a hearty welcome back from his trip Home. xyxy=(262,669,372,697)
subheading: VIGOROUS SPEECH BY MR ASQUITH. xyxy=(630,900,718,918)
article-paragraph: The Hon. J. B. Callan (Otago), said there was no necessity for the clause. xyxy=(857,407,968,426)
article-paragraph: Mr and Mrs A. Scrimgeour, formerly of Masterton, have severed their connection with the Empire Hotel, Waipawa. Mrs Scrimgeour was the recipient on Wednesday of several valuable presents as mementoes of her residence in Waipawa. The Sisters of St. Joseph gave Mrs Scrimgeour an autograph album, bound in Morocco leather. The lady members of St. John's Church gave her a pair of handsome salt cellars, also a bread board, set in a solid silver stand. Several townspeople also presented her with a solid gold chain and pendant, the latter taking the form of a little cross bearing the inscription L.S. 1-12-09. During their residence in Waipawa Mr and Mrs Scrimgeour have, by their kindheartedness and liberality, and also by their willingness to assist in any local charity, gained the esteem of the townspeople and their departure will be regretted. xyxy=(24,1203,134,1433)
article-paragraph: When the house falls in we get another 10 per cent., and on royalties, from other sources which may be worked, 20 per cent. xyxy=(738,375,848,412)
column-5 xyxy=(496,49,615,1543)
column-rule xyxy=(151,738,245,739)
article-paragraph: Messrs R. Woodhouse and Co. report the following sales and closing buyers' quotations in the Wellington Stock Exchange:— Sales.—Gear, £1, paid £2 14s; May Queen, 1s 1d, 3s 2d; Saxon, 1s 1d; Tairua Broken Hills, 1s 10d; Talisman, 43s, 42s 3d; Junctions, 34s 9d, 34s 9d, 34s; Progress, 12s 10d; Ross, 9s, 9s 3d, 8s 9d. Buyers.—National Bank, £5 10s; National Mortgage, £2 18s 6d; Wellington Trust Loan, £7; Napier Gas, £13; New Zealand Drugs, 48s 6d; Wards, £4 12s 6d; Golden Belt, 6d; Kurunui Caledonian, 1s; May Queen, 2s 11d; Sylvia, 1s 10d; Saxon, 1s 1d; Tairua Broken Hills, 1s; Waihi, £8 14s; Junctions, 34s 6d; Consolidated Goldfields, 18s 6d; Progress 11s 5d; Ross, 8s 9d. xyxy=(381,1247,491,1431)
article-paragraph: Received December 3, 8.30 a.m. LONDON, December 2. xyxy=(738,933,848,951)
subheading: PARLIAMENT TO BE DISSOLVED. xyxy=(620,889,728,898)
article-paragraph: The Hon. A. Bibby (Otago) considered the clause was exceedingly unfair to doctors. xyxy=(857,494,968,522)
headline: SINGER AND CRITIC. xyxy=(512,51,598,81)
article-paragraph: A communication was received from the Vice-Consul of the Argentine Republic, stating that a large exhibition was to be held in the Argentine in June and July of next year, and offering to supply information to intending visitors. xyxy=(262,777,372,841)
article-paragraph: Admiral Ijuin succeeds him. xyxy=(270,551,352,560)
section-heading: A DANISH SCANDAL. xyxy=(273,371,361,382)
section-heading: OFFENSIVE LITERATURE. xyxy=(738,910,848,921)
article-paragraph: Mrs Sheehan is now in the hospital. Another woman who intervened is said to have been also struck several blows. xyxy=(143,921,253,958)
article-paragraph: Received December 3, 11 a.m. MELBOURNE, November 3. xyxy=(143,126,253,144)
article-paragraph: Received December 3, 10.20 p.m. LONDON, December 3. xyxy=(619,514,729,532)
article-paragraph: In the Legislative Council, this afternoon, the Imprest Supply Bill was put through all its stages. xyxy=(857,103,968,130)
article-paragraph: Mr A. V. Collins, of Kaikoura North, was accorded a vote of thanks for the donation of the framed photographs of champion Romneys at the recent show. xyxy=(262,729,372,774)
section-heading: THE AUSTRALIAN BILL. xyxy=(147,86,249,96)
article-paragraph: It is supposed that he was murdered by another Chinese with whom he had quarrelled. xyxy=(738,811,848,839)
column-rule xyxy=(151,1200,245,1201)
article-paragraph: Resenting a criticism of the singing of his wife (Clara Butt), Kennerley Rumford boxed the ears of "The Times" critic, Mr Collis, in the vestibule of the Queen's Hall. xyxy=(500,135,611,181)
column-rule xyxy=(746,744,840,745)
article-paragraph: The State valuation for the first time places a perfectly impartial valuation on all land in the kingdom. It forms a standard to guide the buyer. xyxy=(738,270,848,307)
section-heading: LEGISLATIVE COUNCIL. xyxy=(861,71,964,81)
article-paragraph: By Telegraph—Press Association. PALMERSTON N., December 3. xyxy=(143,234,253,252)
article-paragraph: Do not apply an ointment to a sore! It keeps back the secretion. To wounds, bruises, sprains, burns, ulcers, eczema and other skin troubles APPLY SANDER'S EXTRACT in 3-8 drops in a tablespoon of olive oil. The effect will surprise you. SANDER'S EXTRACT HEALS, because it is freed from the irritating constituents contained in other Eucalyptus preparations. It heals when others fail. xyxy=(857,1386,968,1497)
